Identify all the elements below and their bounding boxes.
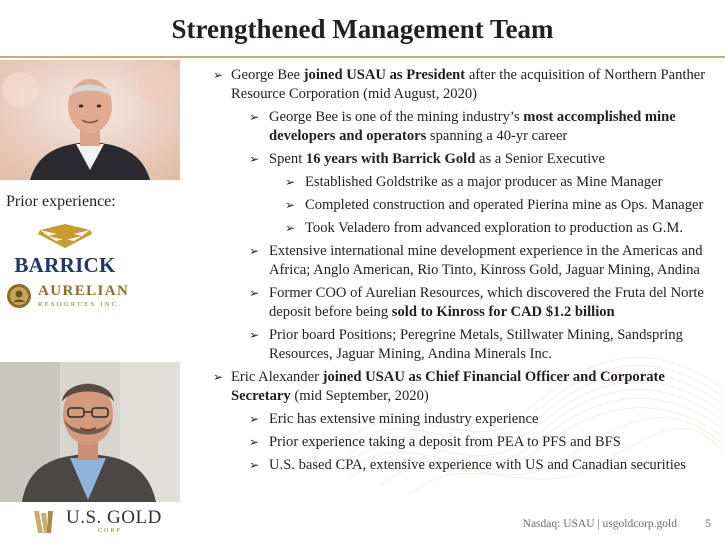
- bullet-level-2: [213, 284, 713, 322]
- bullet-emphasis: sold to Kinross for CAD $1.2 billion: [391, 304, 615, 320]
- bullet-level-2: [213, 456, 713, 475]
- bullet-text: [269, 242, 713, 280]
- bullet-text: [305, 219, 713, 238]
- bullet-emphasis: joined USAU as President: [303, 67, 466, 83]
- bullet-segment: Completed construction and operated Pierina mine as Ops. Manager: [305, 197, 704, 213]
- usgold-logo-mark: [30, 507, 60, 537]
- bullet-text: [231, 66, 713, 104]
- arrow-bullet-icon: ➢: [213, 370, 224, 384]
- bullet-segment: Prior experience taking a deposit from PEA to PFS and BFS: [269, 434, 621, 450]
- bullet-segment: George Bee: [231, 67, 304, 83]
- arrow-bullet-icon: ➢: [249, 328, 260, 342]
- bullet-segment: Spent: [269, 151, 306, 167]
- bullet-level-2: [213, 242, 713, 280]
- bullet-segment: (mid September, 2020): [290, 388, 429, 404]
- bullet-segment: U.S. based CPA, extensive experience with US and Canadian securities: [269, 457, 686, 473]
- bullet-level-2: [213, 433, 713, 452]
- bullet-segment: Took Veladero from advanced exploration to production as G.M.: [305, 220, 684, 236]
- aurelian-subtitle: RESOURCES INC.: [38, 301, 123, 308]
- bullet-level-2: [213, 326, 713, 364]
- bullet-text: [305, 196, 713, 215]
- arrow-bullet-icon: ➢: [249, 458, 260, 472]
- arrow-bullet-icon: ➢: [249, 412, 260, 426]
- bullet-level-1: [213, 368, 713, 406]
- bullet-text: [269, 326, 713, 364]
- usgold-wordmark: U.S. GOLD: [66, 507, 162, 528]
- arrow-bullet-icon: ➢: [285, 221, 296, 235]
- bullet-level-2: [213, 410, 713, 429]
- aurelian-seal-icon: [6, 283, 32, 309]
- bullet-segment: Extensive international mine development experience in the Americas and Africa; Anglo American, Rio Tinto, Kinross Gold, Jaguar Mining, Andina: [269, 243, 703, 278]
- bullet-level-2: [213, 108, 713, 146]
- arrow-bullet-icon: ➢: [249, 110, 260, 124]
- bullet-list: [213, 66, 713, 479]
- bullet-segment: Established Goldstrike as a major producer as Mine Manager: [305, 174, 663, 190]
- arrow-bullet-icon: ➢: [249, 286, 260, 300]
- bullet-level-2: [213, 150, 713, 169]
- bullet-text: [269, 150, 713, 169]
- bullet-emphasis: 16 years with Barrick Gold: [305, 151, 476, 167]
- bullet-text: [231, 368, 713, 406]
- bullet-text: [269, 433, 713, 452]
- bullet-segment: George Bee is one of the mining industry’s: [269, 109, 524, 125]
- bullet-text: [269, 410, 713, 429]
- george-bee-photo: [0, 60, 180, 180]
- footer-info: Nasdaq: USAU | usgoldcorp.gold: [522, 518, 677, 530]
- barrick-wordmark: BARRICK: [14, 253, 116, 277]
- arrow-bullet-icon: ➢: [249, 244, 260, 258]
- page-number: 5: [705, 518, 711, 530]
- bullet-level-1: [213, 66, 713, 104]
- bullet-text: [269, 108, 713, 146]
- bullet-segment: Prior board Positions; Peregrine Metals, Stillwater Mining, Sandspring Resources, Jaguar Mining, Andina Minerals Inc.: [269, 327, 683, 362]
- bullet-emphasis: most accomplished mine developers and operators: [269, 109, 676, 144]
- arrow-bullet-icon: ➢: [249, 152, 260, 166]
- bullet-text: [305, 173, 713, 192]
- bullet-segment: as a Senior Executive: [475, 151, 606, 167]
- bullet-level-3: [213, 196, 713, 215]
- bullet-emphasis: joined USAU as Chief Financial Officer and Corporate Secretary: [231, 369, 665, 404]
- bullet-text: [269, 456, 713, 475]
- usgold-subtitle: CORP: [98, 528, 122, 534]
- bullet-text: [269, 284, 713, 322]
- title-divider: [0, 56, 725, 58]
- eric-alexander-photo: [0, 362, 180, 502]
- arrow-bullet-icon: ➢: [249, 435, 260, 449]
- arrow-bullet-icon: ➢: [213, 68, 224, 82]
- bullet-segment: Eric has extensive mining industry experience: [269, 411, 539, 427]
- arrow-bullet-icon: ➢: [285, 198, 296, 212]
- aurelian-wordmark: AURELIAN: [38, 283, 130, 299]
- bullet-level-3: [213, 219, 713, 238]
- bullet-segment: spanning a 40-yr career: [426, 128, 568, 144]
- arrow-bullet-icon: ➢: [285, 175, 296, 189]
- bullet-segment: Former COO of Aurelian Resources, which discovered the Fruta del Norte deposit before being: [269, 285, 704, 320]
- prior-experience-label: Prior experience:: [6, 193, 116, 210]
- slide-title: Strengthened Management Team: [171, 14, 554, 44]
- bullet-segment: after the acquisition of Northern Panther Resource Corporation (mid August, 2020): [231, 67, 706, 102]
- bullet-segment: Eric Alexander: [231, 369, 323, 385]
- bullet-level-3: [213, 173, 713, 192]
